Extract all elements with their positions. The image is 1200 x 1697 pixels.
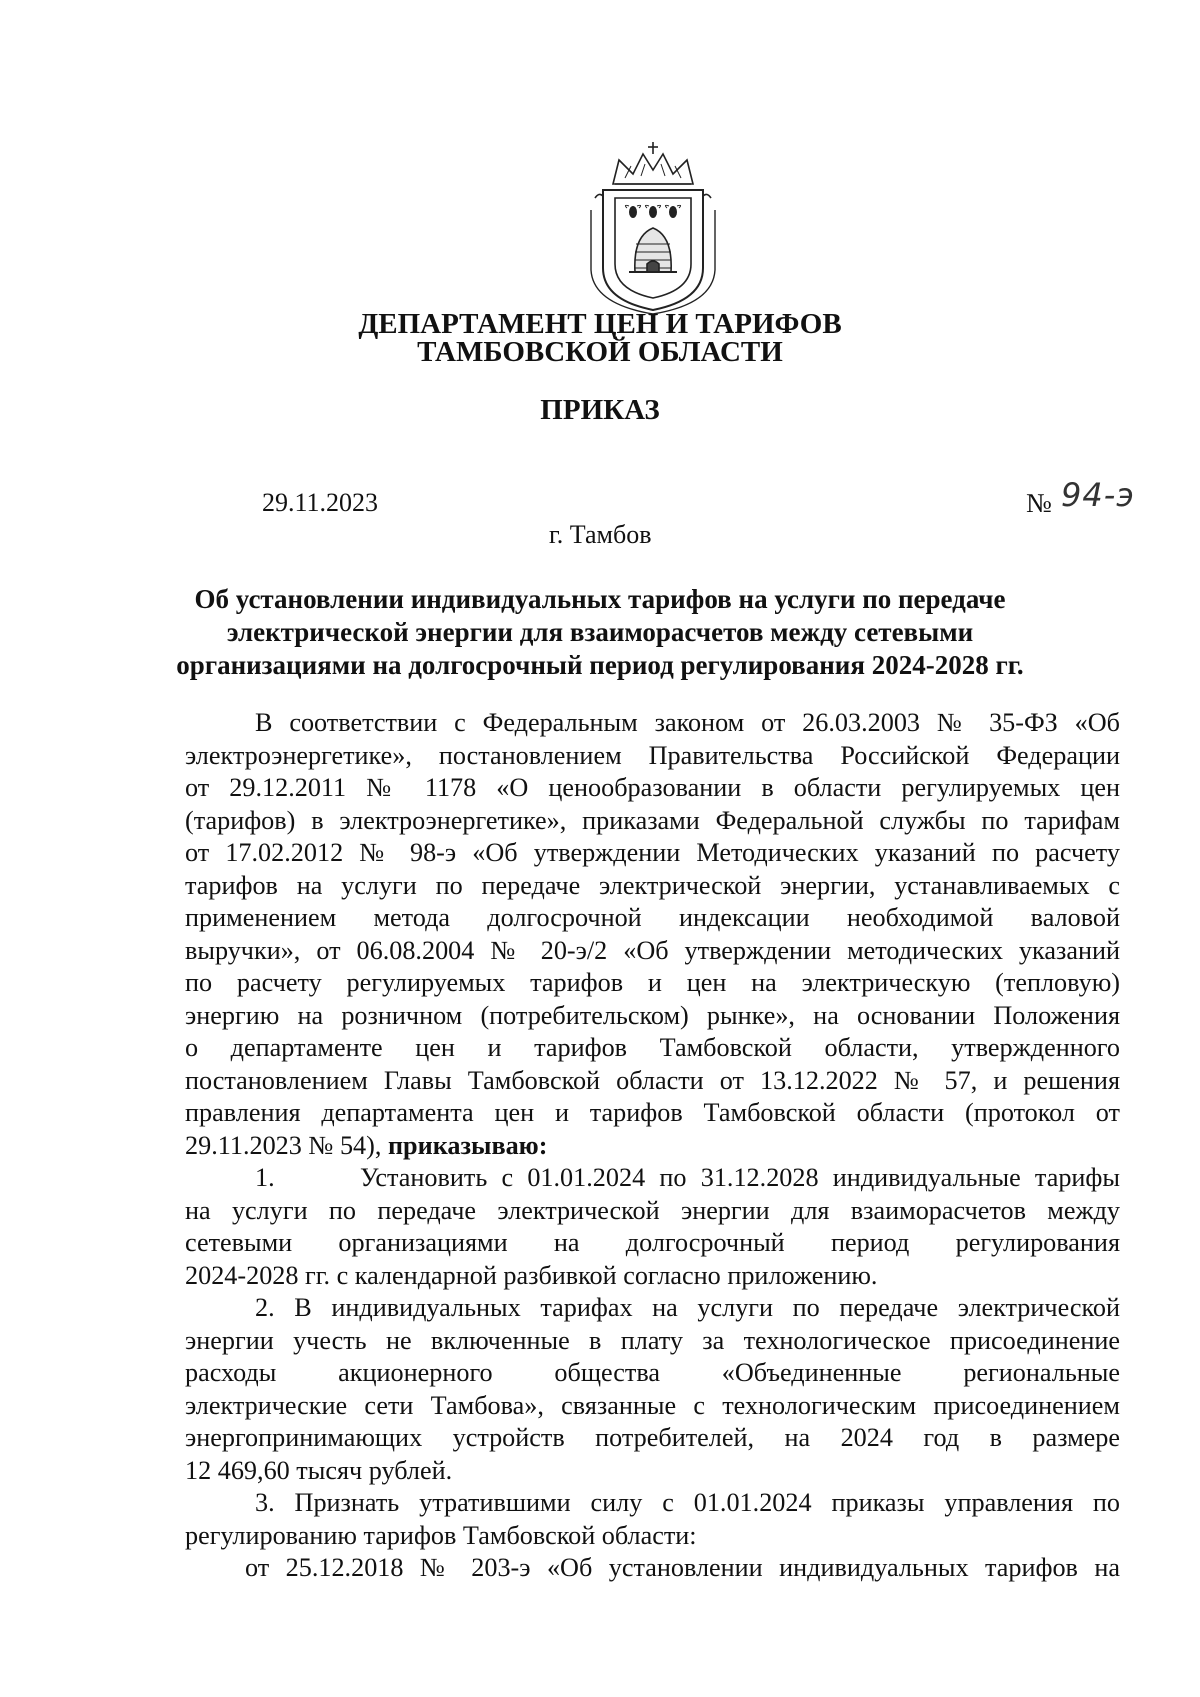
order-title-line1: Об установлении индивидуальных тарифов на услуги по передаче	[194, 584, 1006, 614]
organization-name-line1: ДЕПАРТАМЕНТ ЦЕН И ТАРИФОВ	[358, 308, 842, 340]
order-verb: приказываю:	[387, 1130, 548, 1160]
paragraph-line: от 29.12.2011 № 1178 «О ценообразовании в области регулируемых цен	[185, 773, 1120, 802]
paragraph-last-text: 29.11.2023 № 54),	[185, 1130, 388, 1160]
item2-line: энергии учесть не включенные в плату за технологическое присоединение	[185, 1325, 1120, 1355]
city: г. Тамбов	[549, 520, 652, 549]
paragraph-line: тарифов на услуги по передаче электрической энергии, устанавливаемых с	[185, 870, 1120, 900]
paragraph-last-line	[185, 1130, 1120, 1163]
paragraph-line: от 17.02.2012 № 98-э «Об утверждении Методических указаний по расчету	[185, 838, 1120, 867]
item2-line: 2. В индивидуальных тарифах на услуги по передаче электрической	[255, 1293, 1120, 1322]
paragraph-line: правления департамента цен и тарифов Тамбовской области (протокол от	[185, 1098, 1120, 1127]
item1-line: на услуги по передаче электрической энергии для взаиморасчетов между	[185, 1195, 1120, 1225]
order-title-line2: электрической энергии для взаиморасчетов между сетевыми	[226, 617, 974, 647]
item2-line: электрические сети Тамбова», связанные с технологическим присоединением	[185, 1390, 1120, 1420]
item1-line: 1. Установить с 01.01.2024 по 31.12.2028 индивидуальные тарифы	[255, 1163, 1120, 1192]
paragraph-line: по расчету регулируемых тарифов и цен на электрическую (тепловую)	[185, 968, 1120, 997]
document-number-handwritten: 94-э	[1061, 476, 1135, 514]
item1-line: 2024-2028 гг. с календарной разбивкой согласно приложению.	[185, 1260, 878, 1290]
item3-line: регулированию тарифов Тамбовской области:	[185, 1520, 697, 1550]
item3-line: 3. Признать утратившими силу с 01.01.2024 приказы управления по	[255, 1488, 1120, 1517]
paragraph-line: В соответствии с Федеральным законом от 26.03.2003 № 35-ФЗ «Об	[255, 708, 1120, 737]
document-type: ПРИКАЗ	[540, 394, 660, 426]
document-date: 29.11.2023	[262, 488, 379, 517]
paragraph-line: выручки», от 06.08.2004 № 20-э/2 «Об утверждении методических указаний	[185, 935, 1120, 965]
item2-line: расходы акционерного общества «Объединенные региональные	[185, 1358, 1120, 1387]
item2-line: 12 469,60 тысяч рублей.	[185, 1455, 453, 1485]
item2-line: энергопринимающих устройств потребителей, на 2024 год в размере	[185, 1423, 1120, 1452]
paragraph-line: постановлением Главы Тамбовской области от 13.12.2022 № 57, и решения	[185, 1065, 1120, 1095]
order-title	[0, 583, 1200, 682]
document-number-sign: №	[1026, 488, 1052, 518]
order-body	[185, 707, 1120, 1585]
item3-subitem: от 25.12.2018 № 203-э «Об установлении индивидуальных тарифов на	[245, 1553, 1120, 1582]
coat-of-arms-emblem	[585, 140, 721, 314]
order-title-line3: организациями на долгосрочный период регулирования 2024-2028 гг.	[176, 650, 1024, 680]
paragraph-line: энергию на розничном (потребительском) рынке», на основании Положения	[185, 1000, 1120, 1030]
organization-name-line2: ТАМБОВСКОЙ ОБЛАСТИ	[417, 336, 783, 368]
paragraph-line: электроэнергетике», постановлением Правительства Российской Федерации	[185, 740, 1120, 770]
paragraph-line: (тарифов) в электроэнергетике», приказами Федеральной службы по тарифам	[185, 805, 1120, 835]
paragraph-line: применением метода долгосрочной индексации необходимой валовой	[185, 903, 1120, 932]
item1-line: сетевыми организациями на долгосрочный период регулирования	[185, 1228, 1120, 1257]
paragraph-line: о департаменте цен и тарифов Тамбовской области, утвержденного	[185, 1033, 1120, 1062]
